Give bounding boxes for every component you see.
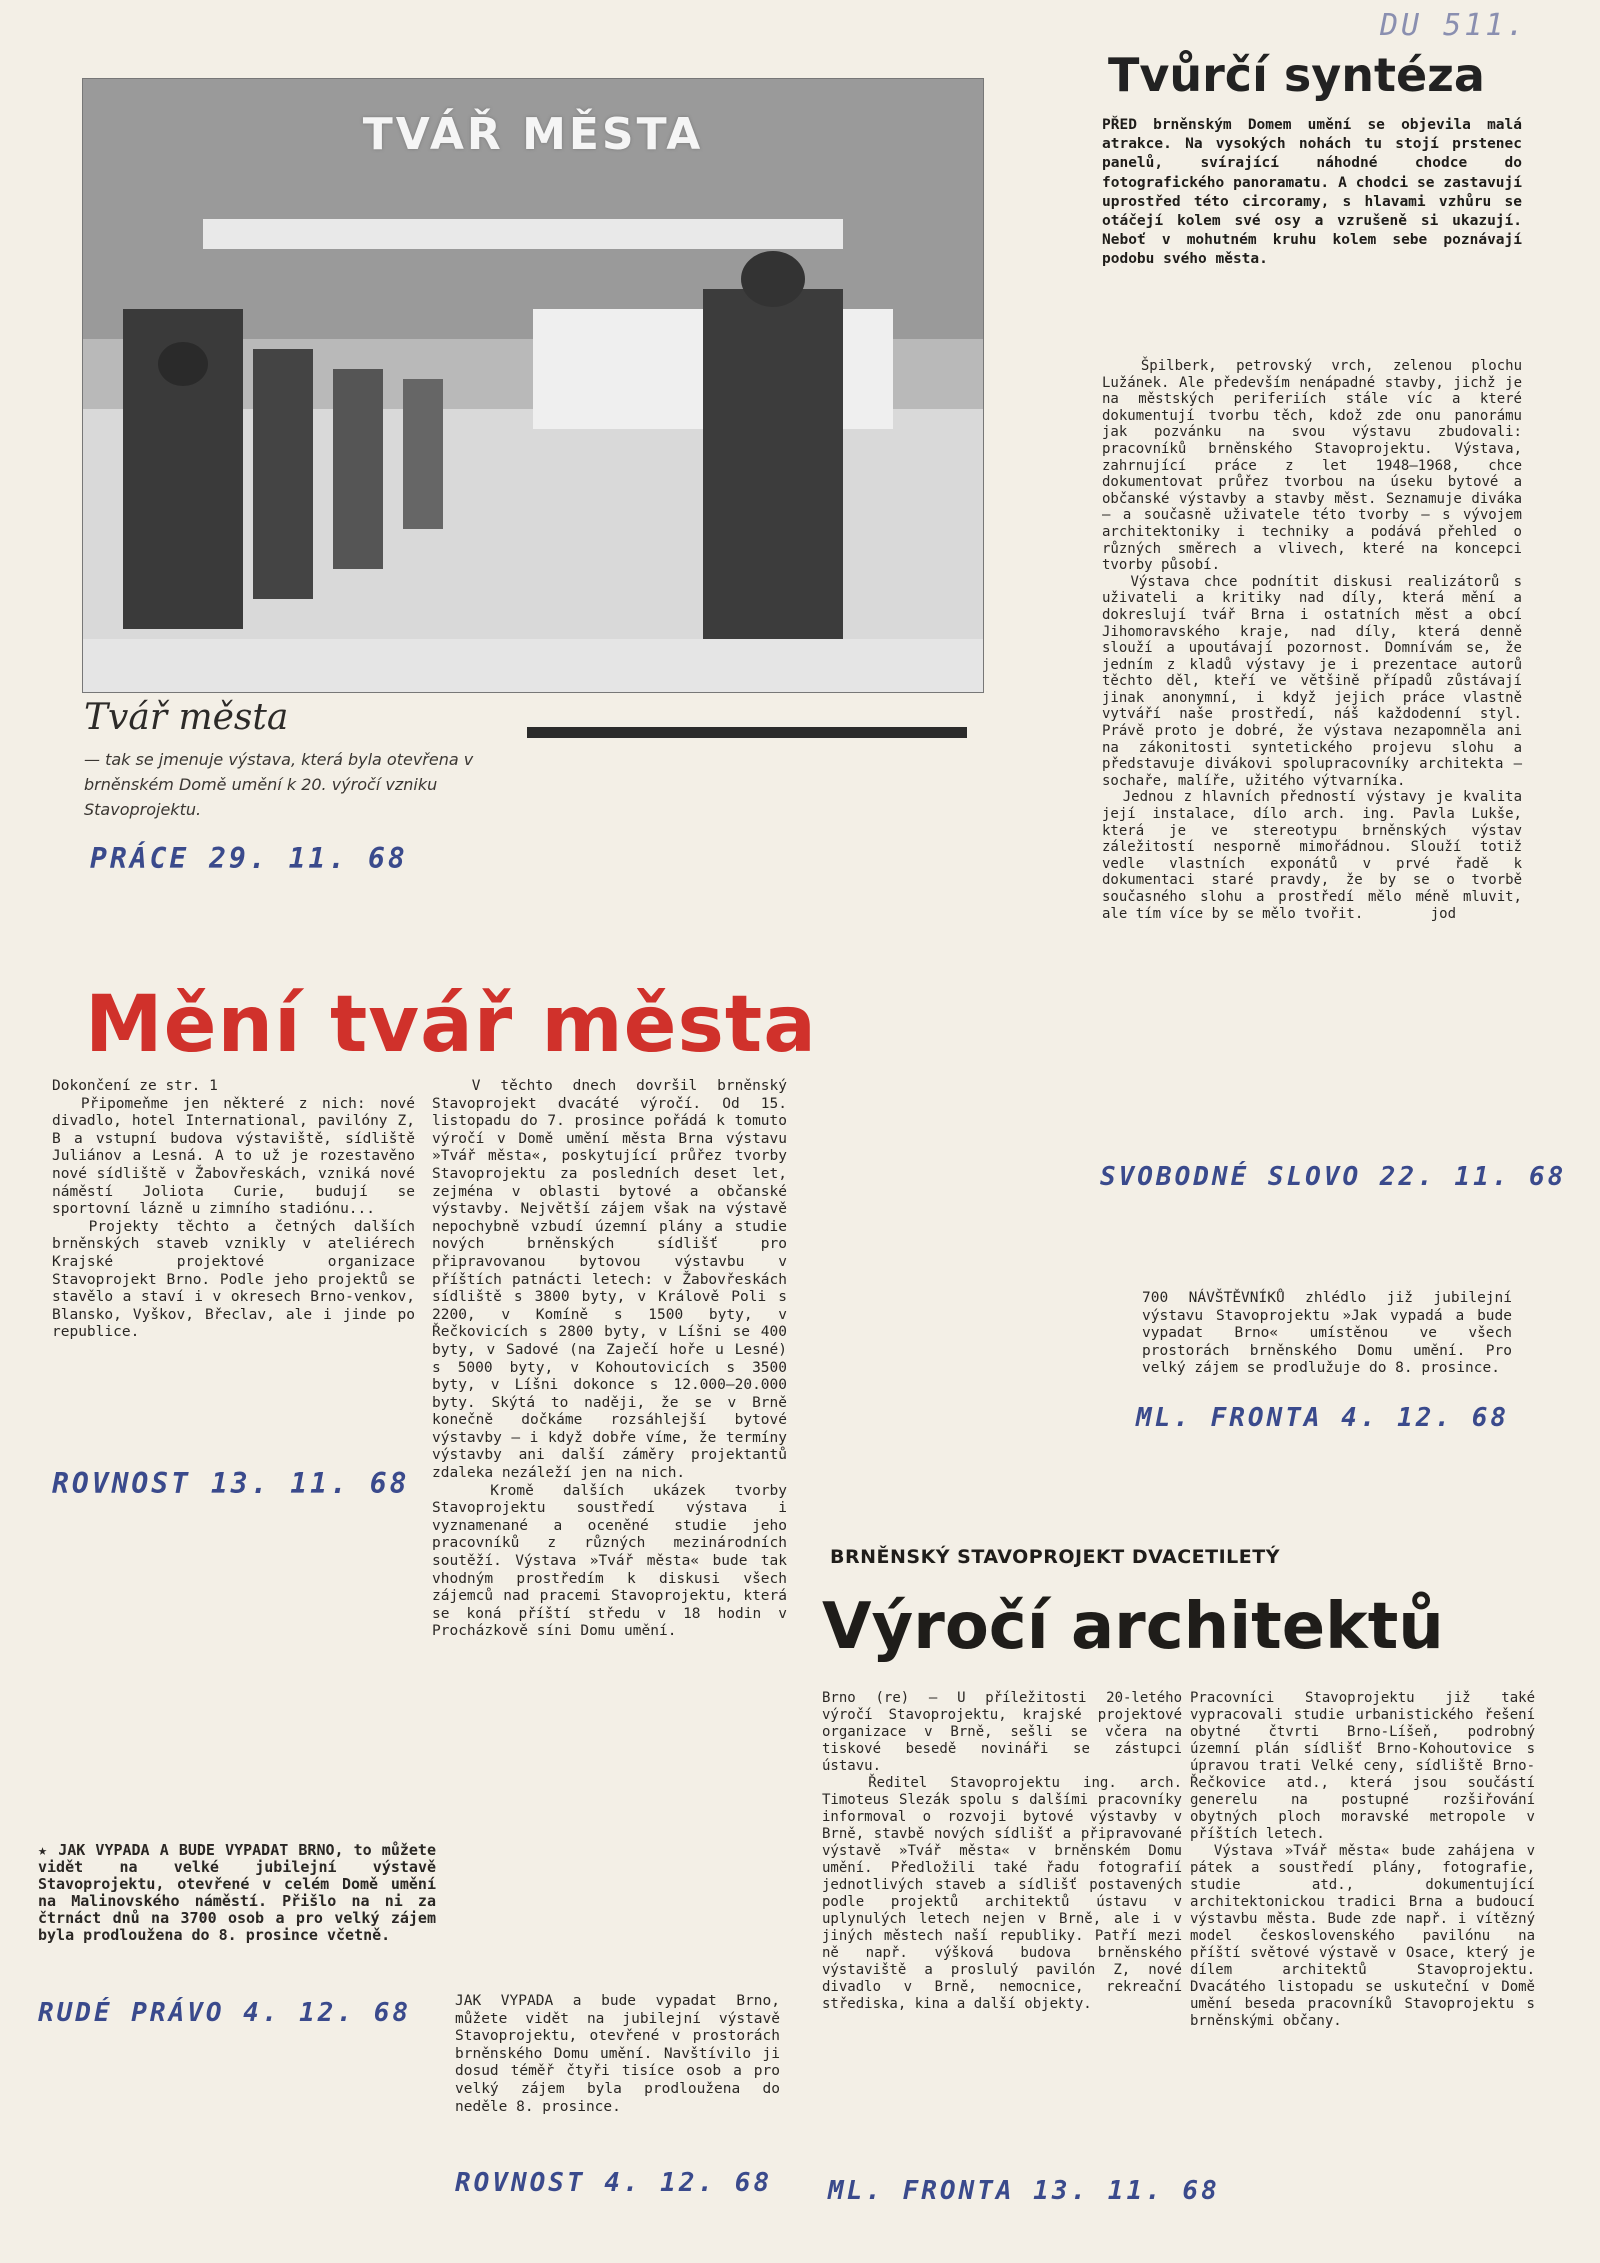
source-svobodne-slovo: SVOBODNÉ SLOVO 22. 11. 68	[1100, 1162, 1567, 1192]
vyroci-kicker: BRNĚNSKÝ STAVOPROJEKT DVACETILETÝ	[830, 1546, 1280, 1568]
article-title-vyroci: Výročí architektů	[822, 1590, 1444, 1664]
vyroci-col1: Brno (re) — U příležitosti 20-letého výročí Stavoprojektu, krajské projektové organizace v Brně, sešli se včera na tiskové besedě novináři se zástupci ústavu. Ředitel Stavoprojektu ing. arch. Timoteus Slezák spolu s dalšími pracovníky informoval o rozvoji bytové výstavby v Brně, stavbě nových sídlišť a připravované výstavě »Tvář města« v brněnském Domu umění. Předložili také řadu fotografií jednotlivých staveb a sídlišť postavených podle projektů architektů ústavu v uplynulých letech nejen v Brně, ale i v jiných městech naší republiky. Patří mezi ně např. výšková budova brněnského výstaviště a proslulý pavilón Z, nové divadlo v Brně, nemocnice, rekreační střediska, kina a další objekty.	[822, 1690, 1183, 2012]
vyroci-col2: Pracovníci Stavoprojektu již také vypracovali studie urbanistického řešení obytné čtvrti Brno-Líšeň, podrobný územní plán sídlišť Brno-Kohoutovice s úpravou trati Velké ceny, sídliště Brno-Řečkovice atd., která jsou součástí generelu na postupné rozšiřování obytných ploch moravské metropole v příštích letech. Výstava »Tvář města« bude zahájena v pátek a soustředí plány, fotografie, studie atd., dokumentující architektonickou tradici Brna a budoucí výstavbu města. Bude zde např. i vítězný model československého pavilónu na příští světové výstavě v Osace, který je dílem architektů Stavoprojektu. Dvacátého listopadu se uskuteční v Domě umění beseda pracovníků Stavoprojektu s brněnskými občany.	[1190, 1690, 1536, 2029]
exhibition-photo	[82, 78, 984, 693]
navstevniku-text: 700 NÁVŠTĚVNÍKŮ zhlédlo již jubilejní výstavu Stavoprojektu »Jak vypadá a bude vypadat Brno« umístěnou ve všech prostorách brněnského Domu umění. Pro velký zájem se prodlužuje do 8. prosince.	[1142, 1290, 1521, 1377]
article-title-meni-tvar: Mění tvář města	[85, 980, 817, 1070]
divider-bar	[527, 727, 967, 738]
source-ml-fronta-1: ML. FRONTA 4. 12. 68	[1136, 1403, 1510, 1433]
photo-caption-title: Tvář města	[84, 697, 289, 738]
rude-pravo-text: ★ JAK VYPADA A BUDE VYPADAT BRNO, to můžete vidět na velké jubilejní výstavě Stavoprojektu, otevřené v celém Domě umění na Malinovského náměstí. Přišlo na ni za čtrnáct dnů na 3700 osob a pro velký zájem byla prodloužena do 8. prosince včetně.	[38, 1841, 446, 1944]
source-ml-fronta-2: ML. FRONTA 13. 11. 68	[828, 2176, 1220, 2206]
photo-scene	[83, 79, 983, 692]
source-prace: PRÁCE 29. 11. 68	[90, 842, 408, 875]
source-rude-pravo: RUDÉ PRÁVO 4. 12. 68	[38, 1998, 412, 2028]
rovnost-short-text: JAK VYPADA a bude vypadat Brno, můžete vidět na jubilejní výstavě Stavoprojektu, otevřené v prostorách brněnského Domu umění. Navštívilo ji dosud téměř čtyři tisíce osob a pro velký zájem byla prodloužena do neděle 8. prosince.	[455, 1993, 789, 2115]
meni-tvar-col2: V těchto dnech dovršil brněnský Stavoprojekt dvacáté výročí. Od 15. listopadu do 7. prosince pořádá k tomuto výročí v Domě umění města Brna výstavu »Tvář města«, poskytující průřez tvorby Stavoprojektu za posledních deset let, zejména v oblasti bytové a občanské výstavby. Největší zájem však na výstavě nepochybně vzbudí územní plány a studie nových brněnských sídlišť pro připravovanou bytovou výstavbu v příštích patnácti letech: v Žabovřeskách sídliště s 3800 byty, v Králově Poli s 2200, v Komíně s 1500 byty, v Řečkovicích s 2800 byty, v Líšni se 400 byty, v Sadové (na Zaječí hoře u Lesné) s 5000 byty, v Kohoutovicích s 3500 byty, v Líšni dokonce s 12.000—20.000 byty. Skýtá to naději, že se v Brně konečně dočkáme rozsáhlejší bytové výstavby — i když dobře víme, že termíny výstavby ani další záměry projektantů zdaleka nezáleží jen na nich. Kromě dalších ukázek tvorby Stavoprojektu soustředí výstava i vyznamenané a oceněné studie jeho pracovníků z různých mezinárodních soutěží. Výstava »Tvář města« bude tak vhodným prostředím k diskusi všech zájemců nad pracemi Stavoprojektu, která se koná příští středu v 18 hodin v Procházkově síni Domu umění.	[432, 1078, 788, 1640]
source-rovnost-1: ROVNOST 13. 11. 68	[52, 1467, 410, 1500]
archive-mark: DU 511.	[1380, 8, 1528, 43]
article-title-tvurci-synteza: Tvůrčí syntéza	[1108, 48, 1485, 102]
source-rovnost-2: ROVNOST 4. 12. 68	[455, 2168, 773, 2198]
photo-caption-text: — tak se jmenuje výstava, která byla otevřena v brněnském Domě umění k 20. výročí vzniku Stavoprojektu.	[84, 750, 479, 819]
meni-tvar-col1: Dokončení ze str. 1 Připomeňme jen některé z nich: nové divadlo, hotel International, pavilóny Z, B a vstupní budova výstaviště, sídliště Juliánov a Lesná. A to už je rozestavěno nové sídliště v Žabovřeskách, vzniká nové náměstí Joliota Curie, budují se sportovní lázně u zimního stadiónu... Projekty těchto a četných dalších brněnských staveb vznikly v ateliérech Krajské projektové organizace Stavoprojekt Brno. Podle jeho projektů se stavělo a staví i v okresech Brno-venkov, Blansko, Vyškov, Břeclav, ale i jinde po republice.	[52, 1078, 415, 1341]
photo-sign: TVÁŘ MĚSTA	[362, 109, 704, 160]
tvurci-synteza-body: Špilberk, petrovský vrch, zelenou plochu Lužánek. Ale především nenápadné stavby, jichž je na městských periferiích stále víc a které dokumentují tvorbu těch, kdož zde onu panorámu jak pozvánku na svou výstavu zbudovali: pracovníků brněnského Stavoprojektu. Výstava, zahrnující práce z let 1948—1968, chce dokumentovat průřez tvorbou na úseku bytové a občanské výstavby a stavby měst. Seznamuje diváka — a současně uživatele této tvorby — s vývojem architektoniky i techniky a podává přehled o různých směrech a vlivech, které na koncepci tvorby působí. Výstava chce podnítit diskusi realizátorů s uživateli a kritiky nad díly, která mění a dokreslují tvář Brna i ostatních měst a obcí Jihomoravského kraje, nad díly, která denně slouží a upoutávají pozornost. Domnívám se, že jedním z kladů výstavy je i prezentace autorů těchto děl, kteří ve většině případů zůstávají jinak anonymní, i když jejich práce vlastně vytváří naše prostředí, náš každodenní styl. Právě proto je dobré, že výstava nezapomněla ani na zákonitosti syntetického projevu slohu a představuje divákovi spolupracovníky architekta — sochaře, malíře, užitého výtvarníka. Jednou z hlavních předností výstavy je kvalita její instalace, dílo arch. ing. Pavla Lukše, která je ve stereotypu brněnských výstav záležitostí nesporně mimořádnou. Slouží totiž vedle vlastních exponátů v prvé řadě k dokumentaci staré pravdy, že by se o tvorbě současného slohu a prostředí mělo méně mluvit, ale tím více by se mělo tvořit. jod	[1102, 358, 1523, 922]
tvurci-synteza-lead: PŘED brněnským Domem umění se objevila malá atrakce. Na vysokých nohách tu stojí prstenec panelů, svírající náhodné chodce do fotografického panoramatu. A chodci se zastavují uprostřed této circoramy, s hlavami vzhůru se otáčejí kolem své osy a vzrušeně si ukazují. Neboť v mohutném kruhu kolem sebe poznávají podobu svého města.	[1102, 117, 1531, 268]
